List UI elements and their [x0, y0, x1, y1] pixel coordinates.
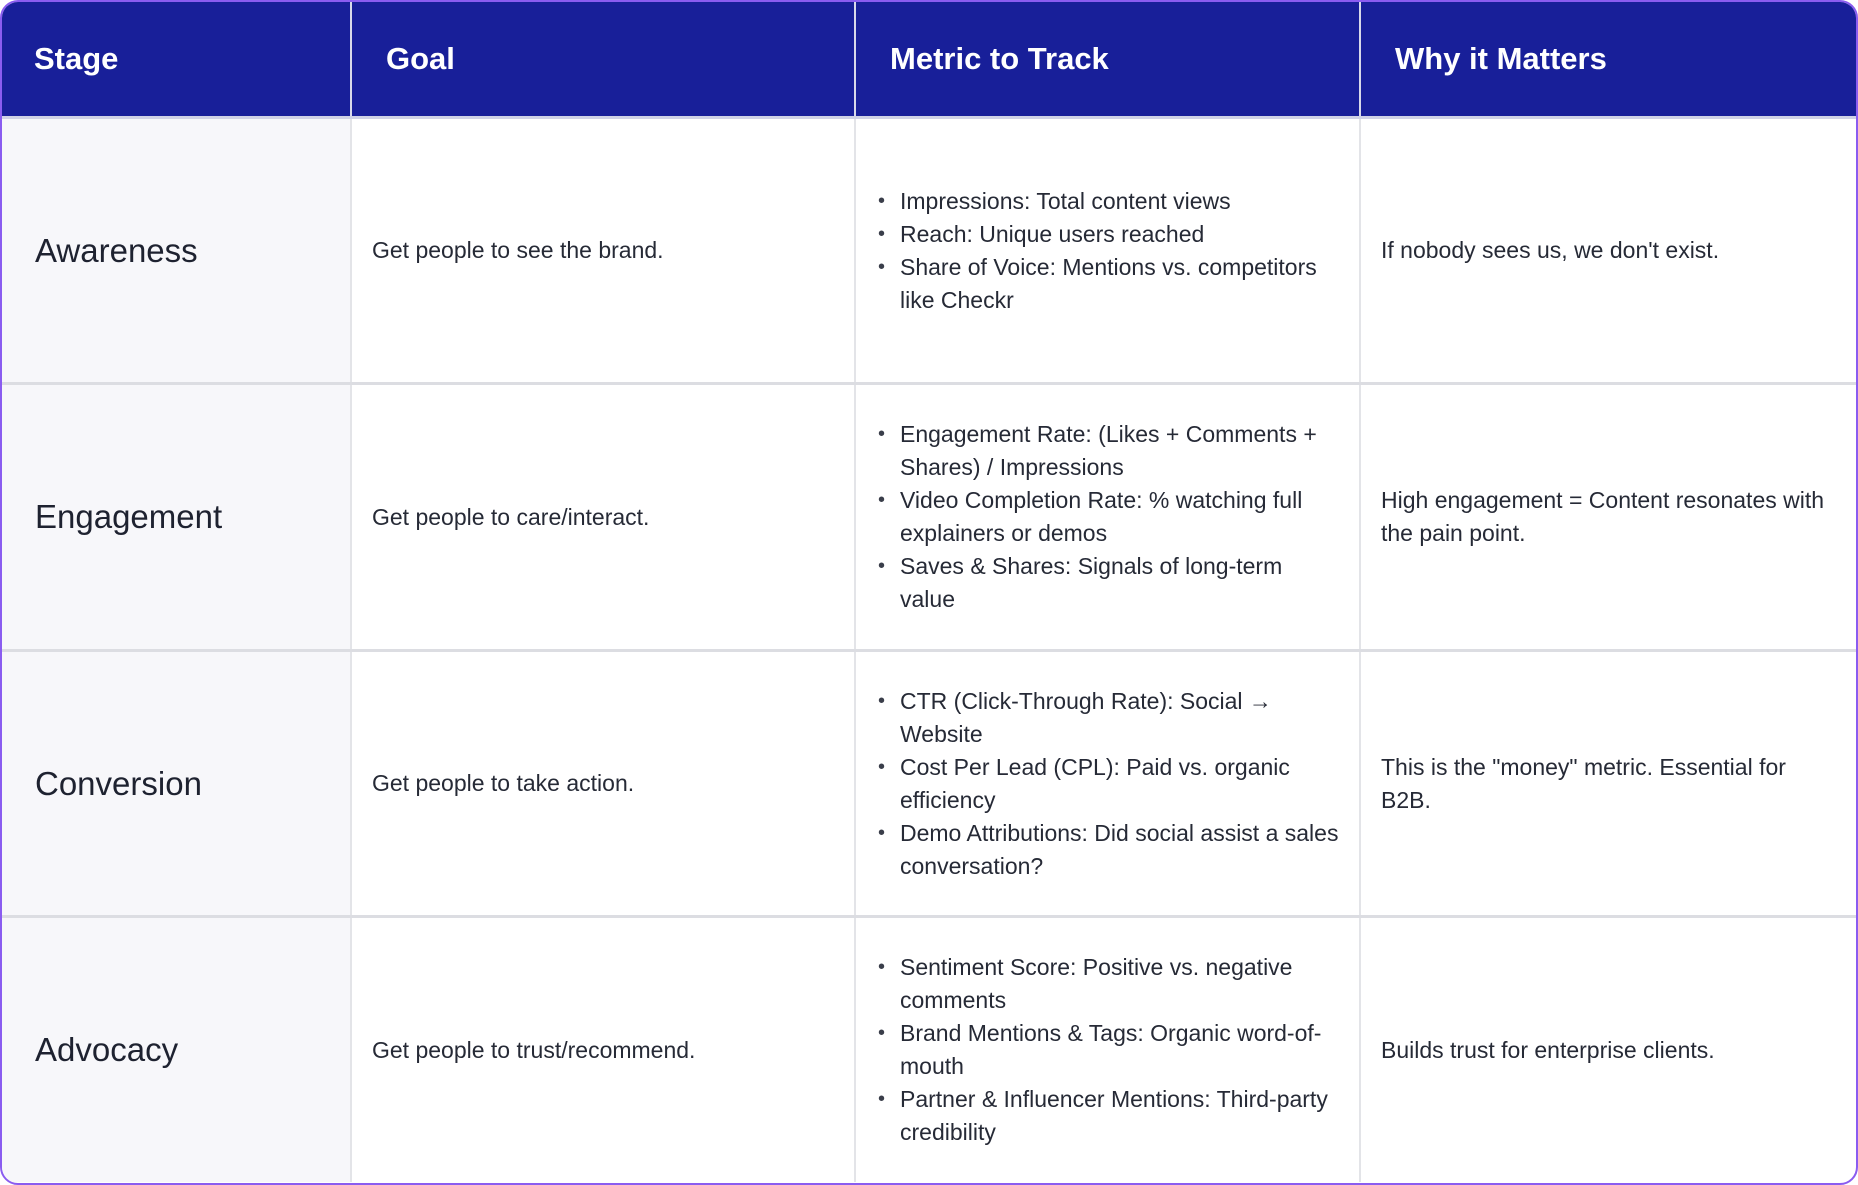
metric-item: • Partner & Influencer Mentions: Third-party credibility — [878, 1083, 1341, 1149]
header-metric: Metric to Track — [855, 2, 1360, 118]
table-row — [2, 917, 1858, 1183]
metric-item: • Demo Attributions: Did social assist a sales conversation? — [878, 817, 1341, 883]
why-cell: This is the "money" metric. Essential for B2B. — [1360, 651, 1858, 917]
metric-item: • Brand Mentions & Tags: Organic word-of-mouth — [878, 1017, 1341, 1083]
metric-item: • CTR (Click-Through Rate): Social → Website — [878, 685, 1341, 751]
metric-item: • Engagement Rate: (Likes + Comments + Shares) / Impressions — [878, 418, 1341, 484]
stage-cell: Advocacy — [2, 917, 351, 1183]
metric-cell — [855, 917, 1360, 1183]
metric-cell — [855, 384, 1360, 651]
header-stage: Stage — [2, 2, 351, 118]
header-row — [2, 2, 1858, 118]
table-row — [2, 118, 1858, 384]
metric-list — [878, 685, 1341, 883]
metric-item: • Saves & Shares: Signals of long-term value — [878, 550, 1341, 616]
metric-list — [878, 185, 1341, 317]
metric-cell — [855, 118, 1360, 384]
header-why: Why it Matters — [1360, 2, 1858, 118]
metric-item: • Impressions: Total content views — [878, 185, 1341, 218]
why-cell: Builds trust for enterprise clients. — [1381, 1036, 1715, 1063]
stage-cell: Awareness — [2, 118, 351, 384]
goal-cell: Get people to care/interact. — [351, 384, 855, 651]
metric-item: • Reach: Unique users reached — [878, 218, 1341, 251]
metric-item: • Cost Per Lead (CPL): Paid vs. organic efficiency — [878, 751, 1341, 817]
why-cell: High engagement = Content resonates with the pain point. — [1360, 384, 1858, 651]
stage-cell: Engagement — [2, 384, 351, 651]
why-cell: If nobody sees us, we don't exist. — [1360, 118, 1858, 384]
goal-cell: Get people to take action. — [351, 651, 855, 917]
goal-cell: Get people to see the brand. — [351, 118, 855, 384]
funnel-metrics-table — [2, 2, 1858, 1182]
table-row — [2, 384, 1858, 651]
metric-item: • Video Completion Rate: % watching full explainers or demos — [878, 484, 1341, 550]
metric-cell — [855, 651, 1360, 917]
metric-item: • Share of Voice: Mentions vs. competitors like Checkr — [878, 251, 1341, 317]
goal-cell: Get people to trust/recommend. — [351, 917, 855, 1183]
metric-item: • Sentiment Score: Positive vs. negative comments — [878, 951, 1341, 1017]
metric-list — [878, 418, 1341, 616]
metric-list — [878, 951, 1341, 1149]
table-row — [2, 651, 1858, 917]
header-goal: Goal — [351, 2, 855, 118]
stage-cell: Conversion — [2, 651, 351, 917]
